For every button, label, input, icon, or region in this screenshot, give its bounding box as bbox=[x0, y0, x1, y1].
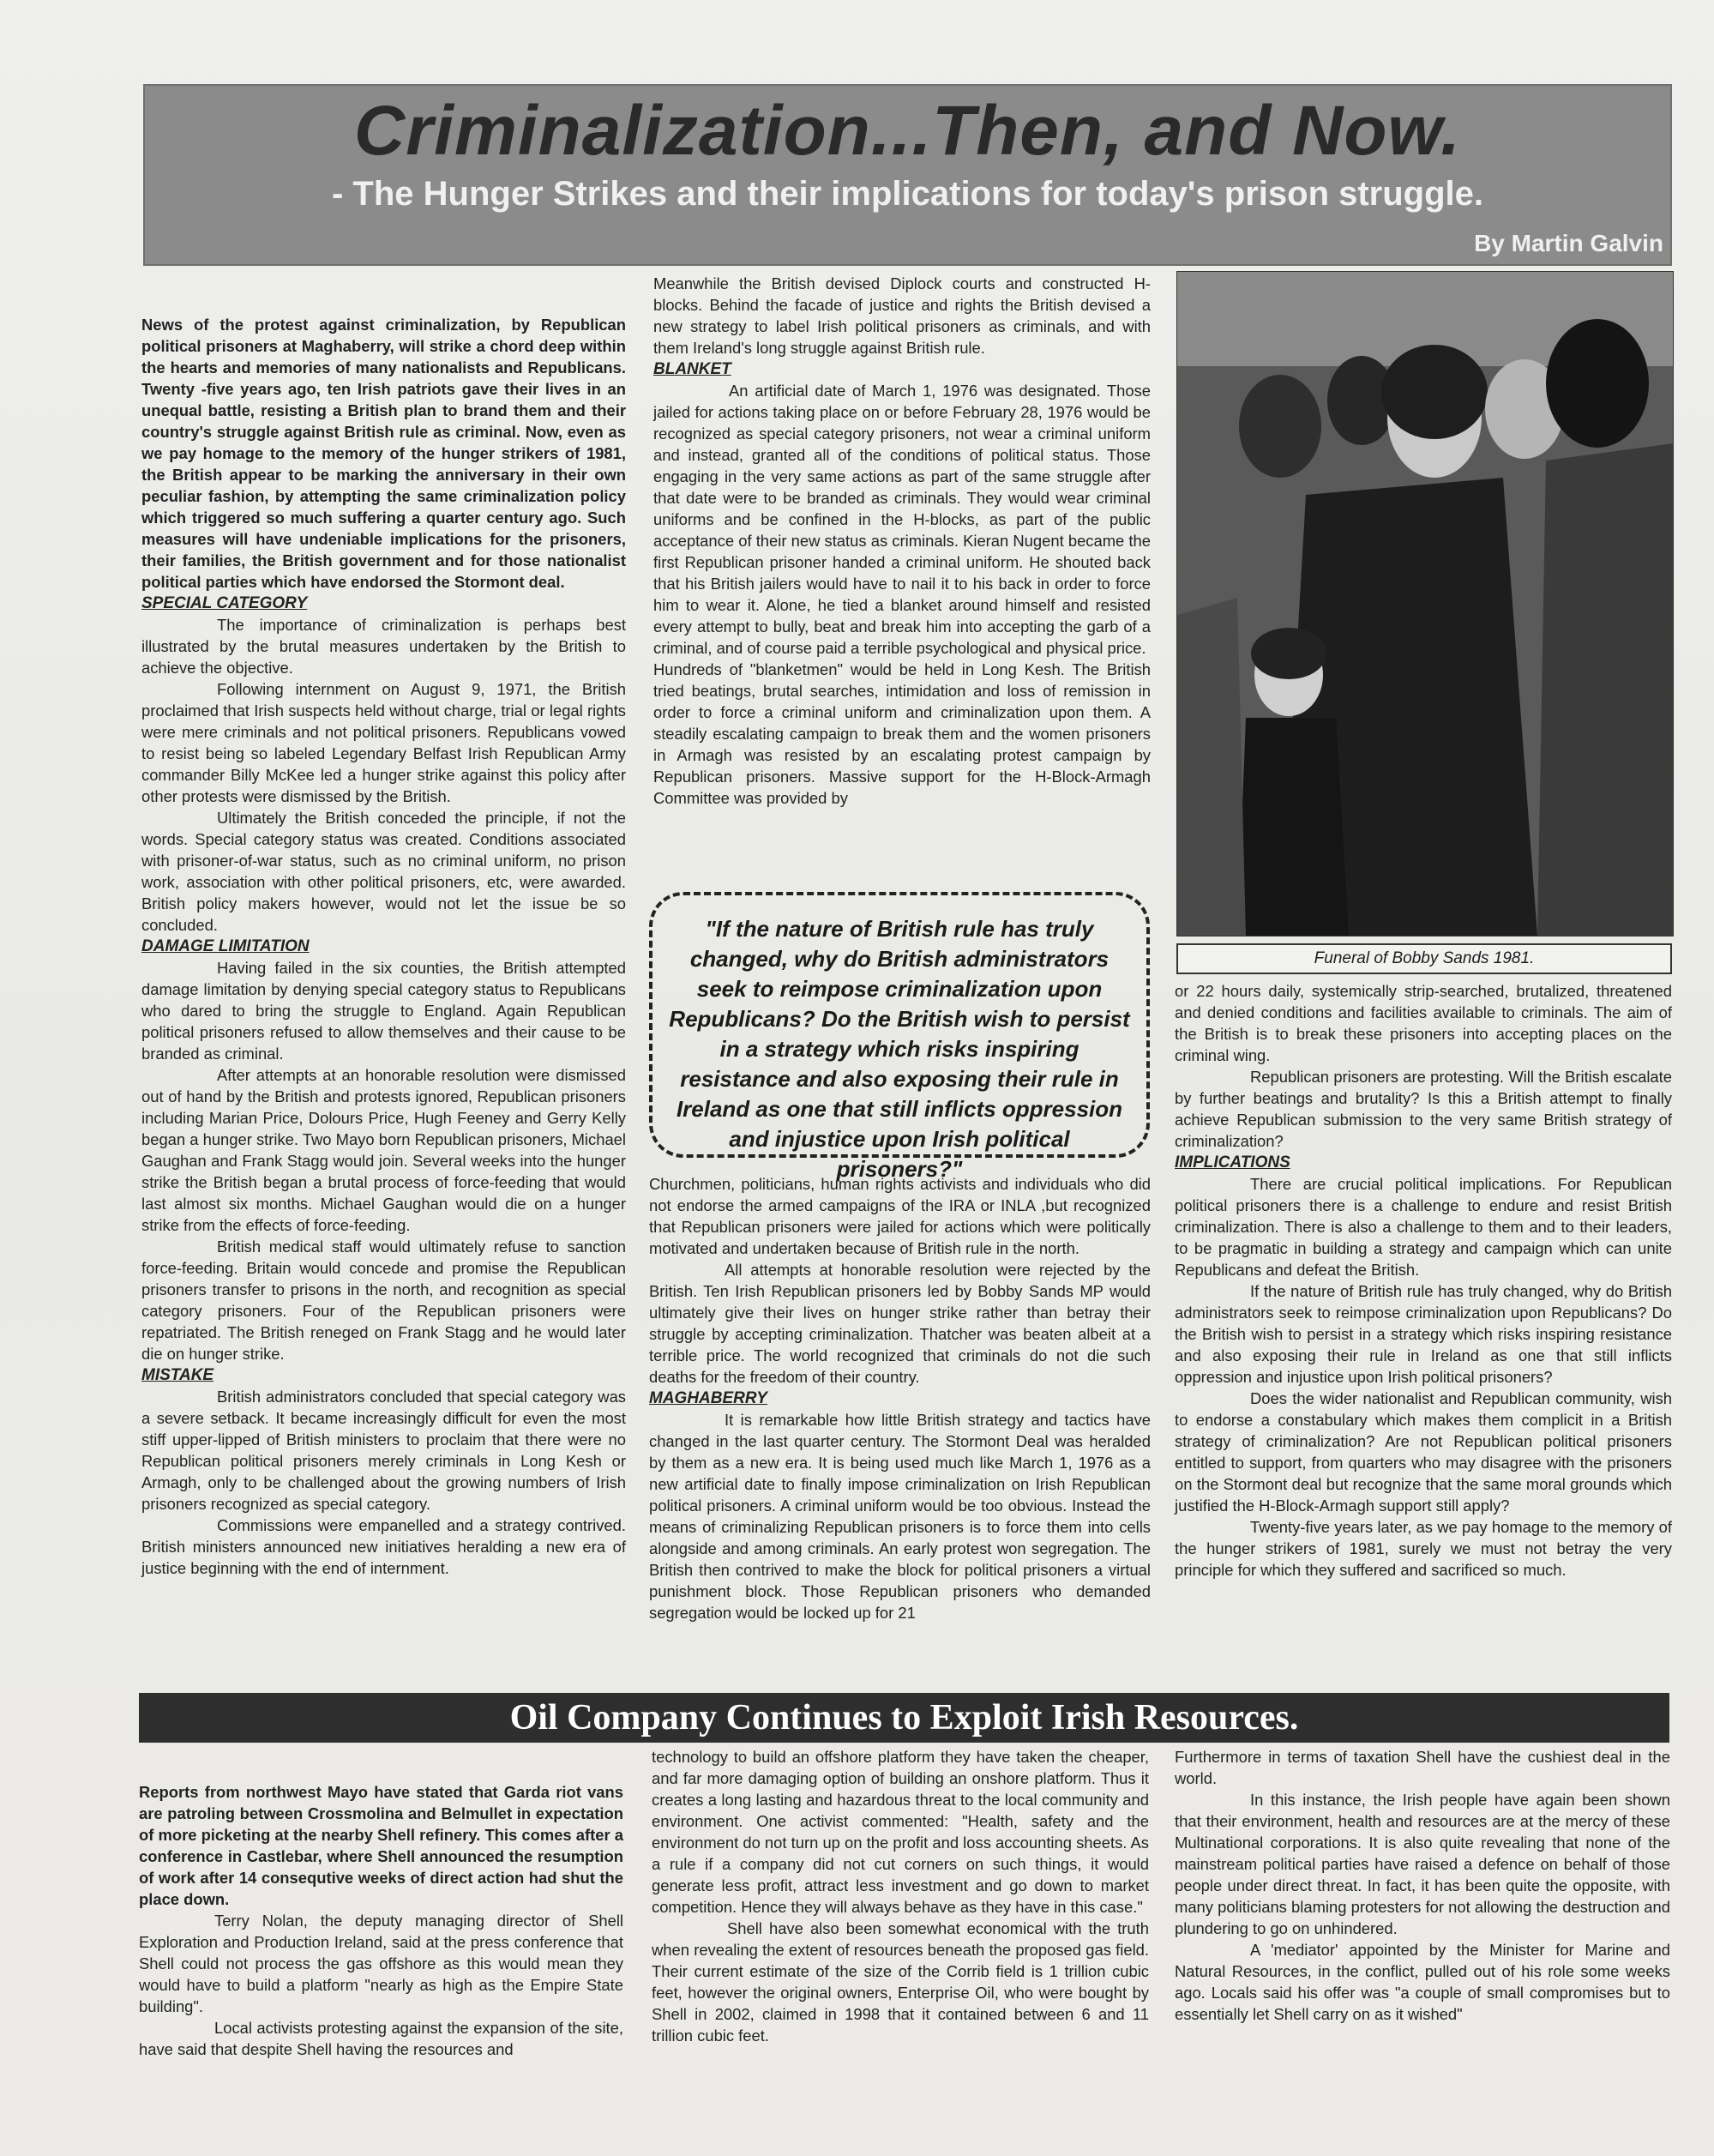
heading-damage-limitation: DAMAGE LIMITATION bbox=[141, 937, 310, 955]
heading-special-category: SPECIAL CATEGORY bbox=[141, 594, 308, 612]
article2-lead: Reports from northwest Mayo have stated that Garda riot vans are patroling between Crossmolina and Belmullet in expectation of more picketing at the nearby Shell refinery. This comes after a conference in Castlebar, where Shell announced the resumption of work after 14 consequtive weeks of direct action had shut the place down. bbox=[139, 1783, 623, 1908]
paragraph: Does the wider nationalist and Republican community, wish to endorse a constabulary which makes them complicit in a British strategy of criminalization? Are not Republican political prisoners entitled to support, from quarters who may disagree with the prisoners on the Stormont deal but recognize that the same moral grounds which justified the H-Block-Armagh support still apply? bbox=[1175, 1389, 1672, 1515]
paragraph: British administrators concluded that special category was a severe setback. It became increasingly difficult for even the most stiff upper-lipped of British ministers to proclaim that there were no Republican political prisoners merely criminals in Long Kesh or Armagh, only to be challenged about the growing numbers of Irish prisoners recognized as special category. bbox=[141, 1388, 626, 1513]
paragraph: Terry Nolan, the deputy managing director of Shell Exploration and Production Ireland, said at the press conference that Shell could not process the gas offshore as this would mean they would have to build a platform "nearly as high as the Empire State building". bbox=[139, 1912, 623, 2015]
article-header-banner bbox=[143, 84, 1672, 266]
heading-implications: IMPLICATIONS bbox=[1175, 1153, 1290, 1171]
paragraph: A 'mediator' appointed by the Minister for Marine and Natural Resources, in the conflict, pulled out of his role some weeks ago. Locals said his offer was "a couple of small compromises but to essentially let Shell carry on as it wished" bbox=[1175, 1941, 1670, 2023]
heading-blanket: BLANKET bbox=[653, 360, 731, 378]
article-title: Criminalization...Then, and Now. bbox=[354, 92, 1461, 170]
article1-column-1 bbox=[141, 314, 626, 1579]
paragraph: British medical staff would ultimately refuse to sanction force-feeding. Britain would concede and promise the Republican prisoners transfer to prisons in the north, and recognition as special category prisoners. Four of the Republican prisoners were repatriated. The British reneged on Frank Stagg and he would later die on hunger strike. bbox=[141, 1238, 626, 1363]
paragraph: Meanwhile the British devised Diplock courts and constructed H-blocks. Behind the facade of justice and rights the British devised a new strategy to label Irish political prisoners as criminals, and with them Ireland's long struggle against British rule. bbox=[653, 274, 1151, 357]
paragraph: In this instance, the Irish people have again been shown that their environment, health and resources are at the mercy of these Multinational corporations. It is also quite revealing that none of the mainstream political parties have raised a defence on behalf of those people under direct threat. In fact, it has been quite the opposite, with many politicians blaming protesters for not allowing the destruction and plundering to go on unhindered. bbox=[1175, 1791, 1670, 1937]
pull-quote bbox=[649, 892, 1150, 1182]
paragraph: After attempts at an honorable resolution were dismissed out of hand by the British and protests ignored, Republican prisoners including Marian Price, Dolours Price, Hugh Feeney and Gerry Kelly began a hunger strike. Two Mayo born Republican prisoners, Michael Gaughan and Frank Stagg would join. Several weeks into the hunger strike the British began a brutal process of force-feeding that would last almost six months. Michael Gaughan would die on a hunger strike from the effects of force-feeding. bbox=[141, 1066, 626, 1234]
paragraph: If the nature of British rule has truly changed, why do British administrators seek to reimpose criminalization upon Republicans? Do the British wish to persist in a strategy which risks inspiring resistance and also exposing their rule in Ireland as one that still inflicts oppression and injustice upon Irish political prisoners? bbox=[1175, 1282, 1672, 1386]
paragraph: The importance of criminalization is perhaps best illustrated by the brutal measures undertaken by the British to achieve the objective. bbox=[141, 616, 626, 677]
heading-maghaberry: MAGHABERRY bbox=[649, 1389, 767, 1407]
article-subtitle: - The Hunger Strikes and their implications for today's prison struggle. bbox=[331, 175, 1484, 213]
paragraph: All attempts at honorable resolution were rejected by the British. Ten Irish Republican prisoners led by Bobby Sands MP would ultimately give their lives on hunger strike rather than betray their struggle by accepting criminalization. Thatcher was beaten albeit at a terrible price. The world recognized that criminals do not die such deaths for the freedom of their country. bbox=[649, 1261, 1151, 1386]
paragraph: Shell have also been somewhat economical with the truth when revealing the extent of resources beneath the proposed gas field. Their current estimate of the size of the Corrib field is 1 trillion cubic feet, however the original owners, Enterprise Oil, who were bought by Shell in 2002, claimed in 1998 that it contained between 6 and 11 trillion cubic feet. bbox=[652, 1919, 1149, 2045]
article1-lead: News of the protest against criminalization, by Republican political prisoners at Maghaberry, will strike a chord deep within the hearts and memories of many nationalists and Republicans. Twenty -five years ago, ten Irish patriots gave their lives in an unequal battle, resisting a British plan to brand them and their country's struggle against British rule as criminal. Now, even as we pay homage to the memory of the hunger strikers of 1981, the British appear to be marking the anniversary in their own peculiar fashion, by attempting the same criminalization policy which triggered so much suffering a quarter century ago. Such measures will have undeniable implications for the prisoners, their families, the British government and for those nationalist political parties which have endorsed the Stormont deal. bbox=[141, 316, 626, 591]
paragraph: It is remarkable how little British strategy and tactics have changed in the last quarter century. The Stormont Deal was heralded by them as a new era. It is being used much like March 1, 1976 as a new artificial date to finally impose criminalization on Irish Republican political prisoners. A criminal uniform would be too obvious. Instead the means of criminalizing Republican prisoners is to force them into cells alongside and among criminals. An early protest won segregation. The British then contrived to make the block for political prisoners a virtual punishment block. Those Republican prisoners who demanded segregation would be locked up for 21 bbox=[649, 1411, 1151, 1622]
paragraph: Having failed in the six counties, the British attempted damage limitation by denying special category status to Republicans who dared to bring the struggle to England. Again Republican political prisoners refused to allow themselves and their cause to be branded as criminal. bbox=[141, 959, 626, 1063]
paragraph: There are crucial political implications. For Republican political prisoners there is a challenge to endure and resist British criminalization. There is also a challenge to them and to their leaders, to be pragmatic in building a strategy and campaign which can unite Republicans and defeat the British. bbox=[1175, 1175, 1672, 1279]
paragraph: Twenty-five years later, as we pay homage to the memory of the hunger strikers of 1981, surely we must not betray the very principle for which they suffered and sacrificed so much. bbox=[1175, 1518, 1672, 1579]
pull-quote-text: "If the nature of British rule has truly changed, why do British administrators seek to reimpose criminalization upon Republicans? Do the British wish to persist in a strategy which risks inspiring resistance and also exposing their rule in Ireland as one that still inflicts oppression and injustice upon Irish political prisoners?" bbox=[669, 916, 1130, 1182]
article2-column-1 bbox=[139, 1781, 623, 2060]
paragraph: or 22 hours daily, systemically strip-searched, brutalized, threatened and denied conditions and facilities available to criminals. The aim of the British is to break these prisoners into accepting places on the criminal wing. bbox=[1175, 982, 1672, 1064]
paragraph: Commissions were empanelled and a strategy contrived. British ministers announced new initiatives heralding a new era of justice beginning with the end of internment. bbox=[141, 1516, 626, 1577]
paragraph: Republican prisoners are protesting. Will the British escalate by further beatings and brutality? Is this a British attempt to finally achieve Republican submission to the very same British strategy of criminalization? bbox=[1175, 1068, 1672, 1150]
article1-column-3 bbox=[1175, 980, 1672, 1581]
photo-caption: Funeral of Bobby Sands 1981. bbox=[1176, 943, 1672, 974]
heading-mistake: MISTAKE bbox=[141, 1366, 214, 1384]
paragraph: Local activists protesting against the expansion of the site, have said that despite Shell having the resources and bbox=[139, 2019, 623, 2058]
paragraph: technology to build an offshore platform they have taken the cheaper, and far more damaging option of building an onshore platform. Thus it creates a long lasting and hazardous threat to the local community and environment. One activist commented: "Health, safety and the environment do not turn up on the profit and loss accounting sheets. As a rule if a company did not cut corners on such things, it would generate less profit, attract less investment and go down to market competition. Hence they will always behave as they have in this case." bbox=[652, 1748, 1149, 1916]
paragraph: Furthermore in terms of taxation Shell have the cushiest deal in the world. bbox=[1175, 1748, 1670, 1787]
funeral-photo bbox=[1176, 271, 1674, 936]
article2-column-3 bbox=[1175, 1746, 1670, 2025]
article2-title: Oil Company Continues to Exploit Irish Resources. bbox=[139, 1693, 1669, 1743]
photo-silhouettes bbox=[1177, 272, 1673, 936]
paragraph: Following internment on August 9, 1971, the British proclaimed that Irish suspects held without charge, trial or legal rights were mere criminals and not political prisoners. Republicans vowed to resist being so labeled Legendary Belfast Irish Republican Army commander Billy McKee led a hunger strike against this policy after other protests were dismissed by the British. bbox=[141, 680, 626, 805]
paragraph: An artificial date of March 1, 1976 was designated. Those jailed for actions taking place on or before February 28, 1976 would be recognized as special category prisoners, not wear a criminal uniform and instead, granted all of the conditions of political status. Those engaging in the very same actions as part of the same struggle after that date were to be branded as criminals. They would wear criminal uniforms and be confined in the H-blocks, as part of the public acceptance of their new status as criminals. Kieran Nugent became the first Republican prisoner handed a criminal uniform. He shouted back that his British jailers would have to nail it to his back in order to force him to wear it. Alone, he tied a blanket around himself and resisted every attempt to bully, beat and break him into accepting the garb of a criminal, and of course paid a terrible psychological and physical price. bbox=[653, 382, 1151, 657]
article1-column-2-lower bbox=[649, 1173, 1151, 1623]
paragraph: Ultimately the British conceded the principle, if not the words. Special category status was created. Conditions associated with prisoner-of-war status, such as no criminal uniform, no prison work, association with other political prisoners, etc, were awarded. British policy makers however, would not let the issue be so concluded. bbox=[141, 809, 626, 934]
paragraph: Hundreds of "blanketmen" would be held in Long Kesh. The British tried beatings, brutal searches, intimidation and loss of remission in order to force a criminal uniform and criminalization upon them. A steadily escalating campaign to break them and the women prisoners in Armagh was resisted by an escalating protest campaign by Republican prisoners. Massive support for the H-Block-Armagh Committee was provided by bbox=[653, 660, 1151, 807]
paragraph: Churchmen, politicians, human rights activists and individuals who did not endorse the armed campaigns of the IRA or INLA ,but recognized that Republican prisoners were jailed for actions which were politically motivated and undertaken because of British rule in the north. bbox=[649, 1175, 1151, 1257]
article2-column-2 bbox=[652, 1746, 1149, 2046]
byline: By Martin Galvin bbox=[1474, 230, 1663, 256]
article1-column-2-upper bbox=[653, 273, 1151, 809]
